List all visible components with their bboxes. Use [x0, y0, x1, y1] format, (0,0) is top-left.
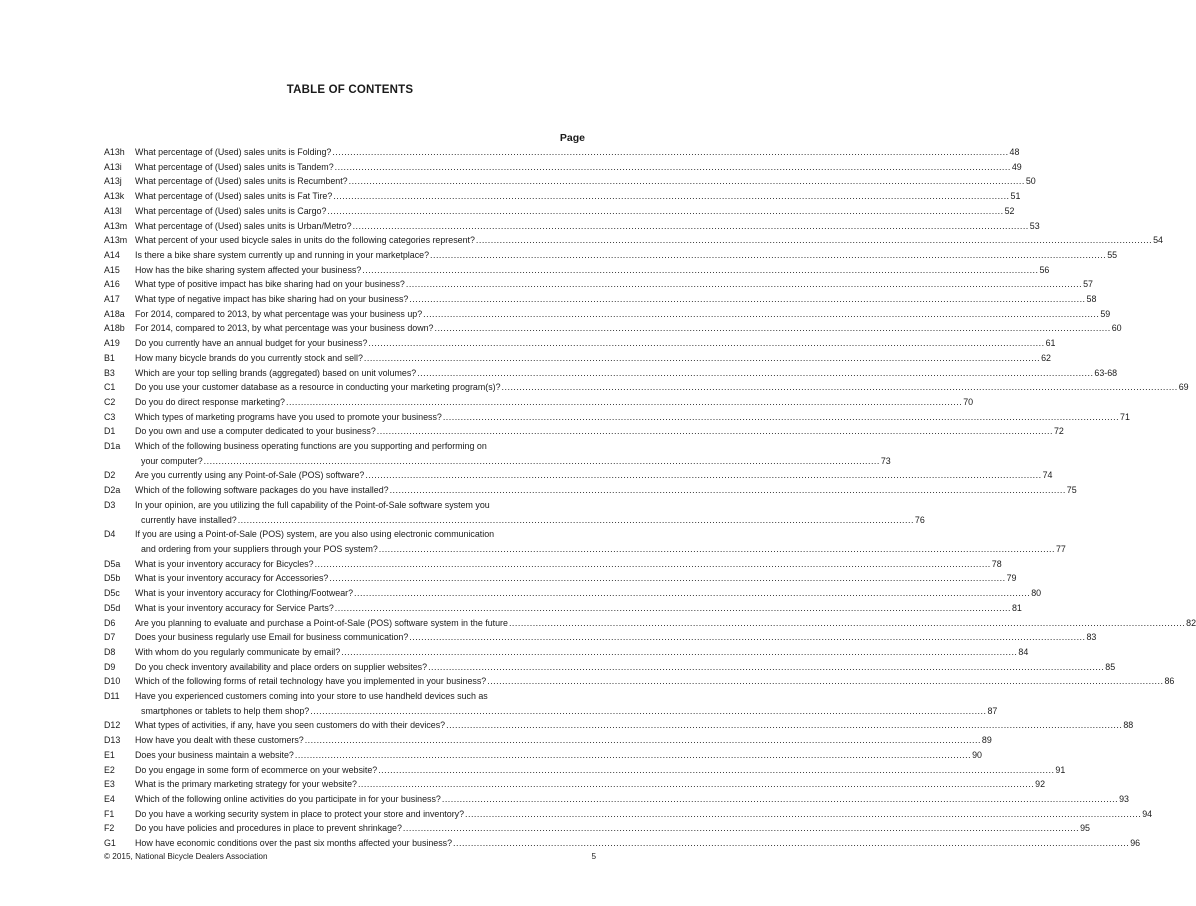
toc-entry-line	[104, 233, 1163, 248]
toc-page-number: 75	[1066, 485, 1077, 496]
toc-leader-dots	[365, 468, 1041, 483]
toc-entry	[104, 483, 1077, 498]
toc-entry	[104, 380, 1189, 395]
toc-entry-line	[104, 380, 1189, 395]
toc-question-code: C1	[104, 382, 116, 393]
toc-question-code: D2a	[104, 485, 121, 496]
toc-question-code: D5d	[104, 602, 121, 613]
toc-entry	[104, 307, 1111, 322]
toc-entry-line	[104, 674, 1175, 689]
toc-entry-line	[104, 557, 1002, 572]
toc-leader-dots	[353, 219, 1029, 234]
toc-question-code: D7	[104, 632, 116, 643]
toc-entry	[104, 718, 1134, 733]
toc-entry	[104, 219, 1040, 234]
toc-leader-dots	[305, 733, 981, 748]
toc-entry-line	[104, 277, 1093, 292]
toc-question-code: C3	[104, 411, 116, 422]
toc-page-number: 81	[1011, 602, 1022, 613]
toc-entry-line	[104, 748, 982, 763]
toc-question-text: Does your business regularly use Email for business communication?	[135, 632, 409, 643]
toc-entry-line	[104, 145, 1020, 160]
toc-question-text: What is the primary marketing strategy for your website?	[135, 779, 357, 790]
toc-question-code: A15	[104, 264, 120, 275]
toc-question-code: D13	[104, 735, 121, 746]
toc-entry-line	[104, 174, 1036, 189]
toc-entry	[104, 792, 1129, 807]
toc-question-text: Do you engage in some form of ecommerce on your website?	[135, 764, 378, 775]
toc-question-code: D12	[104, 720, 121, 731]
toc-leader-dots	[465, 807, 1141, 822]
toc-page-number: 70	[963, 396, 974, 407]
toc-entry-line	[104, 821, 1090, 836]
toc-leader-dots	[379, 542, 1055, 557]
toc-entry-line	[104, 160, 1022, 175]
toc-leader-dots	[442, 792, 1118, 807]
toc-leader-dots	[409, 292, 1085, 307]
toc-question-text: What percentage of (Used) sales units is Fat Tire?	[135, 191, 333, 202]
toc-question-code: A14	[104, 249, 120, 260]
toc-page-number: 53	[1029, 220, 1040, 231]
toc-entry-line	[104, 263, 1050, 278]
toc-question-text: What is your inventory accuracy for Clothing/Footwear?	[135, 588, 354, 599]
toc-entry	[104, 174, 1036, 189]
toc-question-code: D10	[104, 676, 121, 687]
toc-question-code: A13k	[104, 191, 125, 202]
toc-question-text-continued: your computer?	[141, 455, 203, 466]
toc-question-text: Which are your top selling brands (aggregated) based on unit volumes?	[135, 367, 417, 378]
toc-question-code: D5a	[104, 558, 121, 569]
toc-entry-line	[104, 468, 1053, 483]
toc-question-code: F2	[104, 823, 115, 834]
toc-leader-dots	[453, 836, 1129, 851]
toc-entry-line	[104, 424, 1064, 439]
toc-page-number: 79	[1006, 573, 1017, 584]
toc-page-number: 50	[1025, 176, 1036, 187]
toc-page-number: 87	[987, 705, 998, 716]
toc-question-text: What is your inventory accuracy for Bicycles?	[135, 558, 314, 569]
toc-question-text: For 2014, compared to 2013, by what percentage was your business down?	[135, 323, 434, 334]
toc-page-number: 84	[1018, 646, 1029, 657]
toc-question-code: E3	[104, 779, 115, 790]
toc-question-text: What is your inventory accuracy for Accessories?	[135, 573, 329, 584]
toc-entry-line	[104, 248, 1118, 263]
toc-entry-line	[104, 763, 1066, 778]
toc-entry	[104, 145, 1020, 160]
toc-entry-line	[104, 307, 1111, 322]
toc-question-text: Which of the following forms of retail technology have you implemented in your business?	[135, 676, 487, 687]
toc-page-number: 76	[914, 514, 925, 525]
toc-question-text: If you are using a Point-of-Sale (POS) system, are you also using electronic communication	[135, 529, 495, 540]
toc-page-number: 94	[1142, 808, 1153, 819]
toc-entry	[104, 571, 1017, 586]
toc-page-number: 85	[1105, 661, 1116, 672]
toc-entry	[104, 807, 1153, 822]
toc-leader-dots	[403, 821, 1079, 836]
toc-entry-line	[104, 395, 974, 410]
toc-leader-dots	[417, 366, 1093, 381]
toc-page-number: 63-68	[1094, 367, 1118, 378]
toc-question-text: What types of activities, if any, have you seen customers do with their devices?	[135, 720, 446, 731]
toc-question-text: Do you have policies and procedures in place to prevent shrinkage?	[135, 823, 402, 834]
toc-entry	[104, 763, 1066, 778]
toc-entry-line	[104, 321, 1122, 336]
toc-entry	[104, 777, 1046, 792]
toc-leader-dots	[286, 395, 962, 410]
toc-leader-dots	[502, 380, 1178, 395]
toc-question-text: Which of the following business operating functions are you supporting and performing on	[135, 441, 487, 452]
toc-leader-dots	[238, 513, 914, 528]
toc-entry	[104, 557, 1002, 572]
toc-question-text: Have you experienced customers coming into your store to use handheld devices such as	[135, 691, 488, 702]
toc-question-code: D1	[104, 426, 116, 437]
toc-entry-continuation	[104, 704, 998, 719]
toc-entry-line	[104, 189, 1021, 204]
toc-question-code: A13h	[104, 147, 125, 157]
toc-leader-dots	[434, 321, 1110, 336]
toc-entry-line	[104, 601, 1022, 616]
toc-entry	[104, 395, 974, 410]
toc-question-text: What type of negative impact has bike sharing had on your business?	[135, 294, 409, 305]
toc-entry	[104, 189, 1021, 204]
toc-leader-dots	[341, 645, 1017, 660]
toc-entry	[104, 366, 1118, 381]
toc-page-number: 55	[1107, 249, 1118, 260]
toc-entry-continuation	[104, 542, 1066, 557]
toc-question-text: Do you own and use a computer dedicated to your business?	[135, 426, 376, 437]
toc-entry-line	[104, 645, 1029, 660]
toc-question-text-continued: smartphones or tablets to help them shop?	[141, 705, 310, 716]
toc-entry-line	[104, 792, 1129, 807]
toc-question-text: What type of positive impact has bike sharing had on your business?	[135, 279, 405, 290]
toc-question-code: A13j	[104, 176, 122, 187]
toc-page-number: 56	[1039, 264, 1050, 275]
table-of-contents	[104, 145, 1196, 851]
toc-entry	[104, 263, 1050, 278]
toc-entry-line	[104, 366, 1118, 381]
toc-question-text: How many bicycle brands do you currently stock and sell?	[135, 352, 363, 363]
toc-leader-dots	[204, 454, 880, 469]
toc-leader-dots	[364, 351, 1040, 366]
toc-page-number: 96	[1130, 838, 1141, 849]
toc-entry	[104, 821, 1090, 836]
toc-question-text: Do you currently have an annual budget for your business?	[135, 338, 368, 349]
toc-question-text: Do you check inventory availability and place orders on supplier websites?	[135, 661, 428, 672]
toc-question-text: Which types of marketing programs have you used to promote your business?	[135, 411, 442, 422]
toc-question-code: A18b	[104, 323, 125, 334]
toc-leader-dots	[327, 204, 1003, 219]
toc-entry-line	[104, 836, 1141, 851]
toc-page-number: 61	[1045, 338, 1056, 349]
toc-entry-line	[104, 660, 1116, 675]
toc-entry-line	[104, 586, 1042, 601]
toc-entry	[104, 204, 1015, 219]
toc-entry-line	[104, 777, 1046, 792]
toc-question-text: Which of the following online activities do you participate in for your business?	[135, 793, 441, 804]
toc-question-code: A17	[104, 294, 120, 305]
toc-page-number: 95	[1080, 823, 1090, 834]
toc-question-text: What percentage of (Used) sales units is Folding?	[135, 147, 332, 157]
toc-question-code: D2	[104, 470, 116, 481]
toc-entry-line	[104, 630, 1097, 645]
toc-question-code: D1a	[104, 441, 121, 452]
toc-question-code: D6	[104, 617, 116, 628]
toc-page-number: 52	[1004, 205, 1015, 216]
toc-page-number: 51	[1010, 191, 1021, 202]
toc-page-number: 77	[1055, 543, 1066, 554]
toc-leader-dots	[476, 233, 1152, 248]
toc-entry-line	[104, 689, 596, 704]
toc-page-number: 82	[1186, 617, 1196, 628]
toc-leader-dots	[377, 424, 1053, 439]
toc-question-text: What percentage of (Used) sales units is Tandem?	[135, 161, 334, 172]
toc-entry	[104, 292, 1097, 307]
toc-entry-continuation	[104, 513, 925, 528]
toc-entry	[104, 674, 1175, 689]
toc-leader-dots	[406, 277, 1082, 292]
toc-page-number: 72	[1053, 426, 1064, 437]
toc-question-text: What percentage of (Used) sales units is Urban/Metro?	[135, 220, 352, 231]
toc-entry	[104, 233, 1163, 248]
toc-page-number: 62	[1041, 352, 1051, 363]
toc-question-text: In your opinion, are you utilizing the full capability of the Point-of-Sale software system you	[135, 499, 490, 510]
toc-page-number: 78	[991, 558, 1002, 569]
toc-entry	[104, 498, 925, 527]
toc-question-text: Do you use your customer database as a resource in conducting your marketing program(s)?	[135, 382, 501, 393]
toc-leader-dots	[368, 336, 1044, 351]
toc-leader-dots	[295, 748, 971, 763]
toc-page-number: 89	[981, 735, 992, 746]
toc-leader-dots	[315, 557, 991, 572]
toc-entry	[104, 616, 1196, 631]
toc-entry	[104, 468, 1053, 483]
toc-entry	[104, 277, 1093, 292]
toc-entry	[104, 351, 1051, 366]
toc-page-number: 59	[1100, 308, 1111, 319]
toc-leader-dots	[509, 616, 1185, 631]
toc-leader-dots	[332, 145, 1008, 160]
toc-page-number: 91	[1055, 764, 1066, 775]
toc-question-text: How have you dealt with these customers?	[135, 735, 304, 746]
toc-page-number: 71	[1120, 411, 1130, 422]
toc-entry	[104, 424, 1064, 439]
footer-copyright: © 2015, National Bicycle Dealers Association	[104, 852, 268, 861]
toc-entry	[104, 586, 1042, 601]
toc-entry	[104, 248, 1118, 263]
toc-page-number: 83	[1086, 632, 1097, 643]
toc-entry-line	[104, 410, 1130, 425]
toc-entry-line	[104, 571, 1017, 586]
toc-leader-dots	[335, 160, 1011, 175]
toc-question-text: What percentage of (Used) sales units is Cargo?	[135, 205, 327, 216]
toc-question-code: B1	[104, 352, 115, 363]
toc-page-number: 48	[1009, 147, 1020, 157]
toc-question-text: Are you planning to evaluate and purchase a Point-of-Sale (POS) software system in the future	[135, 617, 508, 628]
toc-leader-dots	[333, 189, 1009, 204]
toc-question-code: A13i	[104, 161, 122, 172]
toc-leader-dots	[423, 307, 1099, 322]
toc-entry-line	[104, 616, 1196, 631]
footer-page-number: 5	[591, 852, 596, 861]
toc-page-number: 57	[1083, 279, 1093, 290]
toc-entry-continuation	[104, 454, 891, 469]
toc-entry	[104, 321, 1122, 336]
toc-page-number: 58	[1086, 294, 1097, 305]
toc-leader-dots	[446, 718, 1122, 733]
toc-question-text: Is there a bike share system currently up and running in your marketplace?	[135, 249, 430, 260]
toc-page-number: 88	[1123, 720, 1134, 731]
toc-question-text: What percentage of (Used) sales units is Recumbent?	[135, 176, 348, 187]
toc-entry	[104, 645, 1029, 660]
toc-question-code: G1	[104, 838, 116, 849]
page-column-header: Page	[559, 132, 585, 144]
toc-page-number: 74	[1042, 470, 1053, 481]
toc-entry-line	[104, 292, 1097, 307]
toc-leader-dots	[349, 174, 1025, 189]
toc-entry	[104, 410, 1130, 425]
toc-question-code: D3	[104, 499, 116, 510]
toc-question-code: B3	[104, 367, 115, 378]
toc-entry	[104, 748, 982, 763]
toc-question-code: D8	[104, 646, 116, 657]
toc-question-text: With whom do you regularly communicate by email?	[135, 646, 341, 657]
toc-question-code: A16	[104, 279, 120, 290]
toc-question-text: What percent of your used bicycle sales in units do the following categories represent?	[135, 235, 475, 246]
toc-question-code: C2	[104, 396, 116, 407]
toc-page-number: 49	[1011, 161, 1022, 172]
toc-entry-line	[104, 733, 992, 748]
toc-entry-line	[104, 351, 1051, 366]
toc-leader-dots	[409, 630, 1085, 645]
toc-leader-dots	[310, 704, 986, 719]
toc-entry-line	[104, 204, 1015, 219]
toc-entry	[104, 836, 1141, 851]
toc-question-text: For 2014, compared to 2013, by what percentage was your business up?	[135, 308, 423, 319]
toc-page-number: 90	[972, 749, 982, 760]
toc-question-text-continued: and ordering from your suppliers through your POS system?	[141, 543, 378, 554]
toc-leader-dots	[329, 571, 1005, 586]
toc-entry	[104, 601, 1022, 616]
toc-leader-dots	[390, 483, 1066, 498]
toc-page-number: 80	[1031, 588, 1042, 599]
toc-question-text: Do you do direct response marketing?	[135, 396, 285, 407]
toc-question-code: E1	[104, 749, 115, 760]
toc-question-code: E2	[104, 764, 115, 775]
toc-question-text: How have economic conditions over the past six months affected your business?	[135, 838, 453, 849]
toc-question-code: D11	[104, 691, 120, 702]
toc-question-text: Do you have a working security system in place to protect your store and inventory?	[135, 808, 465, 819]
toc-question-text: Which of the following software packages do you have installed?	[135, 485, 389, 496]
toc-question-text: Are you currently using any Point-of-Sale (POS) software?	[135, 470, 365, 481]
toc-leader-dots	[335, 601, 1011, 616]
toc-entry	[104, 733, 992, 748]
toc-question-code: A13m	[104, 235, 128, 246]
toc-question-code: D5b	[104, 573, 121, 584]
toc-entry-line	[104, 498, 596, 513]
toc-entry-line	[104, 219, 1040, 234]
toc-question-code: D9	[104, 661, 116, 672]
toc-question-code: E4	[104, 793, 115, 804]
toc-page-number: 93	[1119, 793, 1129, 804]
toc-entry-line	[104, 807, 1153, 822]
toc-question-code: A13m	[104, 220, 128, 231]
toc-leader-dots	[358, 777, 1034, 792]
toc-leader-dots	[362, 263, 1038, 278]
toc-entry	[104, 160, 1022, 175]
toc-entry-line	[104, 439, 596, 454]
toc-leader-dots	[354, 586, 1030, 601]
toc-question-text: What is your inventory accuracy for Service Parts?	[135, 602, 334, 613]
toc-page-number: 86	[1164, 676, 1175, 687]
toc-leader-dots	[443, 410, 1119, 425]
toc-question-text: How has the bike sharing system affected your business?	[135, 264, 362, 275]
toc-entry-line	[104, 336, 1056, 351]
toc-question-code: F1	[104, 808, 115, 819]
toc-page-number: 92	[1035, 779, 1046, 790]
toc-question-code: D5c	[104, 588, 120, 599]
toc-entry	[104, 689, 998, 718]
toc-question-code: D4	[104, 529, 116, 540]
toc-entry-line	[104, 527, 596, 542]
toc-entry	[104, 439, 891, 468]
toc-leader-dots	[428, 660, 1104, 675]
toc-entry	[104, 527, 1066, 556]
toc-entry	[104, 630, 1097, 645]
toc-entry-line	[104, 718, 1134, 733]
toc-question-code: A18a	[104, 308, 125, 319]
page-title: TABLE OF CONTENTS	[286, 84, 414, 96]
toc-question-text: Does your business maintain a website?	[135, 749, 294, 760]
toc-entry	[104, 660, 1116, 675]
toc-question-text-continued: currently have installed?	[141, 514, 237, 525]
toc-leader-dots	[430, 248, 1106, 263]
toc-page-number: 73	[880, 455, 891, 466]
toc-page-number: 69	[1178, 382, 1189, 393]
toc-page-number: 54	[1153, 235, 1163, 246]
toc-page-number: 60	[1111, 323, 1122, 334]
toc-leader-dots	[378, 763, 1054, 778]
toc-entry	[104, 336, 1056, 351]
toc-leader-dots	[487, 674, 1163, 689]
toc-question-code: A13l	[104, 205, 122, 216]
toc-question-code: A19	[104, 338, 120, 349]
toc-entry-line	[104, 483, 1077, 498]
